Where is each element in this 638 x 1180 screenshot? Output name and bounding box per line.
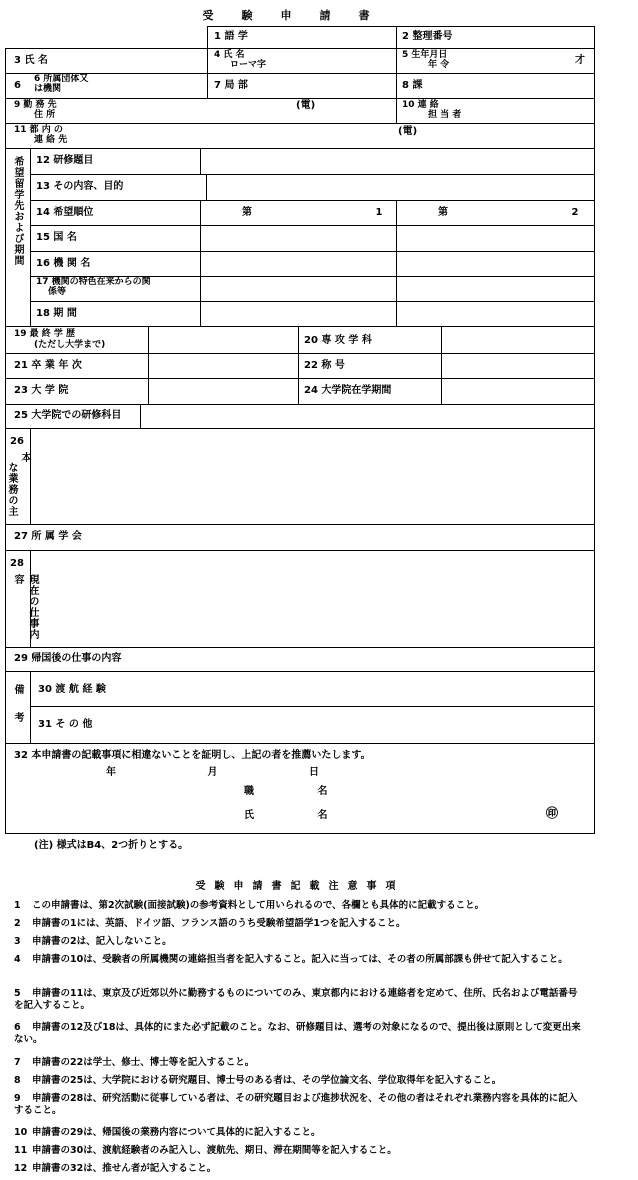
field-9-label2: 住 所 (34, 110, 56, 120)
field-18-label: 18 期 間 (36, 308, 77, 319)
note-item (14, 1075, 586, 1087)
note-text: 申請書の28は、研究活動に従事している者は、その研究題目および進捗状況を、その他の者はそれぞれ業務内容を具体的に記入すること。 (14, 1093, 578, 1116)
field-30-label: 30 渡 航 経 験 (38, 684, 106, 695)
field-11-label2: 連 絡 先 (34, 135, 68, 145)
date-line: 年 月 日 (106, 767, 363, 778)
field-3-label: 3 氏 名 (14, 55, 48, 66)
note-text: 申請書の22は学士、修士、博士等を記入すること。 (32, 1057, 255, 1068)
field-17-label: 17 機関の特色在来からの関 (36, 277, 151, 287)
note-text: 申請書の30は、渡航経験者のみ記入し、渡航先、期日、滞在期間等を記入すること。 (32, 1145, 397, 1156)
note-item (14, 918, 586, 930)
note-item (14, 1127, 586, 1139)
age-unit: 才 (575, 55, 585, 66)
field-26-side-label-a: 本 (19, 452, 30, 463)
note-number: 6 (14, 1022, 21, 1033)
field-26-side-label-b: な業務の主 (6, 462, 17, 517)
note-text: 申請書の32は、推せん者が記入すること。 (32, 1163, 217, 1174)
field-24-label: 24 大学院在学期間 (304, 385, 392, 396)
field-2-label: 2 整理番号 (402, 31, 453, 42)
field-4-label: 4 氏 名 (214, 50, 245, 60)
note-number: 1 (14, 900, 21, 911)
note-item (14, 1022, 586, 1046)
note-text: 申請書の12及び18は、具体的にまた必ず記載のこと。なお、研修題目は、選考の対象になるので、提出後は原則として変更出来ない。 (14, 1022, 581, 1045)
note-text: 申請書の29は、帰国後の業務内容について具体的に記入すること。 (32, 1127, 321, 1138)
field-25-label: 25 大学院での研修科目 (14, 410, 122, 421)
field-5-age: 年 令 (428, 60, 450, 70)
field-4-romaji: ローマ字 (230, 60, 267, 70)
field-12-label: 12 研修題目 (36, 155, 94, 166)
note-item (14, 1145, 586, 1157)
note-text: 申請書の1には、英語、ドイツ語、フランス語のうち受験希望語学1つを記入すること。 (32, 918, 406, 929)
field-15-label: 15 国 名 (36, 232, 77, 243)
note-number: 10 (14, 1127, 28, 1138)
form-footnote: (注) 様式はB4、2つ折りとする。 (34, 840, 189, 851)
rank-1-label: 第 1 (242, 207, 443, 218)
remarks-side-label: 備考 (12, 684, 23, 740)
field-1-label: 1 語 学 (214, 31, 248, 42)
rank-2-label: 第 2 (438, 207, 638, 218)
note-item (14, 936, 586, 948)
note-item (14, 1163, 586, 1175)
field-26-number: 26 (10, 436, 24, 447)
field-23-label: 23 大 学 院 (14, 385, 69, 396)
note-item (14, 954, 586, 966)
field-27-label: 27 所 属 学 会 (14, 531, 82, 542)
note-item (14, 1093, 586, 1117)
note-number: 4 (14, 954, 21, 965)
field-9-label: 9 勤 務 先 (14, 100, 57, 110)
note-item (14, 1057, 586, 1069)
field-10-label2: 担 当 者 (428, 110, 462, 120)
field-20-label: 20 専 攻 学 科 (304, 335, 372, 346)
field-7-label: 7 局 部 (214, 80, 248, 91)
recommender-title-label: 職 名 (244, 786, 358, 797)
seal-mark: ㊞ (546, 806, 559, 820)
tel-label-2: (電) (398, 126, 418, 137)
field-21-label: 21 卒 業 年 次 (14, 360, 82, 371)
note-number: 2 (14, 918, 21, 929)
field-32-statement: 32 本申請書の記載事項に相違ないことを証明し、上記の者を推薦いたします。 (14, 750, 371, 761)
field-22-label: 22 称 号 (304, 360, 345, 371)
field-10-label: 10 連 絡 (402, 100, 439, 110)
note-text: 申請書の2は、記入しないこと。 (32, 936, 172, 947)
field-16-label: 16 機 関 名 (36, 258, 91, 269)
note-number: 7 (14, 1057, 21, 1068)
note-text: この申請書は、第2次試験(面接試験)の参考資料として用いられるので、各欄とも具体的に記載すること。 (32, 900, 485, 911)
field-8-label: 8 課 (402, 80, 423, 91)
field-14-label: 14 希望順位 (36, 207, 94, 218)
field-11-label: 11 都 内 の (14, 125, 63, 135)
form-title: 受験申請書 (202, 9, 398, 22)
recommender-name-label: 氏 名 (244, 810, 358, 821)
field-31-label: 31 そ の 他 (38, 719, 93, 730)
note-number: 11 (14, 1145, 28, 1156)
notes-title: 受験申請書記載注意事項 (195, 881, 405, 892)
note-number: 3 (14, 936, 21, 947)
tel-label-1: (電) (296, 100, 316, 111)
field-19-label: 19 最 終 学 歴 (14, 329, 76, 339)
note-item (14, 900, 586, 912)
note-text: 申請書の25は、大学院における研究題目、博士号のある者は、その学位論文名、学位取得年を記入すること。 (32, 1075, 502, 1086)
form-frame (5, 48, 595, 834)
note-item (14, 988, 586, 1012)
field-28-number: 28 (10, 558, 24, 569)
field-29-label: 29 帰国後の仕事の内容 (14, 653, 122, 664)
field-28-side-label: 現在の仕事内容 (12, 574, 38, 640)
field-6-label2: は機関 (34, 84, 62, 94)
field-13-label: 13 その内容、目的 (36, 181, 124, 192)
note-number: 9 (14, 1093, 21, 1104)
note-text: 申請書の11は、東京及び近郊以外に勤務するものについてのみ、東京都内における連絡者を定めて、住所、氏名および電話番号を記入すること。 (14, 988, 578, 1011)
field-6-label: 6 所属団体又 (34, 74, 89, 84)
note-number: 5 (14, 988, 21, 999)
field-17-label2: 係等 (48, 287, 67, 297)
note-text: 申請書の10は、受験者の所属機関の連絡担当者を記入すること。記入に当っては、その者の所属部課も併せて記入すること。 (32, 954, 568, 965)
note-number: 12 (14, 1163, 28, 1174)
field-5-label: 5 生年月日 (402, 50, 448, 60)
study-abroad-side-label: 希望留学先および期間 (12, 156, 23, 266)
field-19-label2: (ただし大学まで) (34, 340, 106, 350)
note-number: 8 (14, 1075, 21, 1086)
